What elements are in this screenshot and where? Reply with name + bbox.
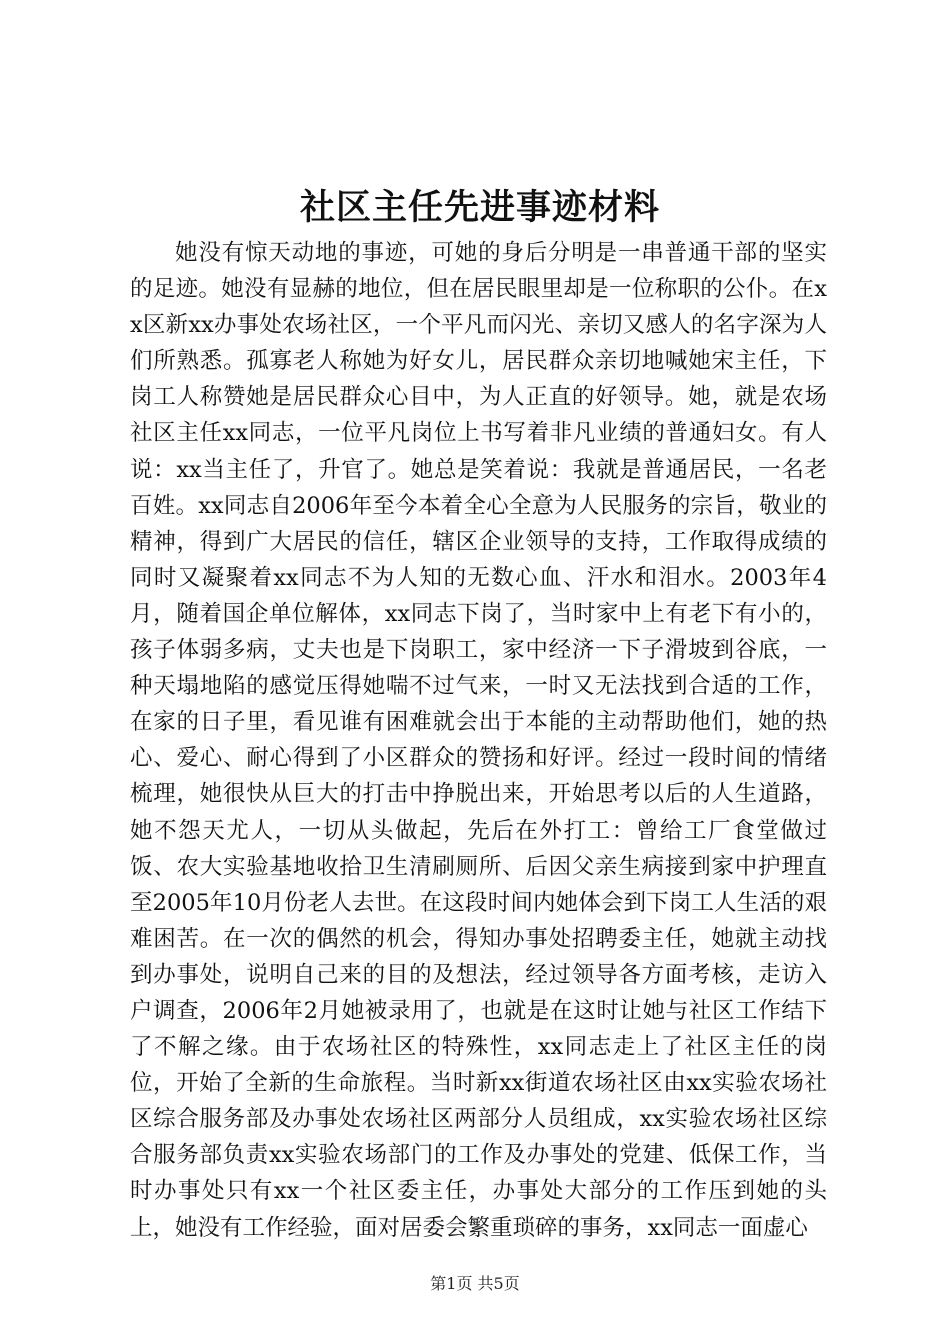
document-title: 社区主任先进事迹材料: [299, 187, 660, 228]
body-paragraph: 她没有惊天动地的事迹，可她的身后分明是一串普通干部的坚实的足迹。她没有显赫的地位，但在居民眼里却是一位称职的公仆。在xx区新xx办事处农场社区，一个平凡而闪光、亲切又感人的名字深为人们所熟悉。孤寡老人称她为好女儿，居民群众亲切地喊她宋主任，下岗工人称赞她是居民群众心目中，为人正直的好领导。她，就是农场社区主任xx同志，一位平凡岗位上书写着非凡业绩的普通妇女。有人说：xx当主任了，升官了。她总是笑着说：我就是普通居民，一名老百姓。xx同志自2006年至今本着全心全意为人民服务的宗旨，敬业的精神，得到广大居民的信任，辖区企业领导的支持，工作取得成绩的同时又凝聚着xx同志不为人知的无数心血、汗水和泪水。2003年4月，随着国企单位解体，xx同志下岗了，当时家中上有老下有小的，孩子体弱多病，丈夫也是下岗职工，家中经济一下子滑坡到谷底，一种天塌地陷的感觉压得她喘不过气来，一时又无法找到合适的工作，在家的日子里，看见谁有困难就会出于本能的主动帮助他们，她的热心、爱心、耐心得到了小区群众的赞扬和好评。经过一段时间的情绪梳理，她很快从巨大的打击中挣脱出来，开始思考以后的人生道路，她不怨天尤人，一切从头做起，先后在外打工：曾给工厂食堂做过饭、农大实验基地收拾卫生清刷厕所、后因父亲生病接到家中护理直至2005年10月份老人去世。在这段时间内她体会到下岗工人生活的艰难困苦。在一次的偶然的机会，得知办事处招聘委主任，她就主动找到办事处，说明自己来的目的及想法，经过领导各方面考核，走访入户调查，2006年2月她被录用了，也就是在这时让她与社区工作结下了不解之缘。由于农场社区的特殊性，xx同志走上了社区主任的岗位，开始了全新的生命旅程。当时新xx街道农场社区由xx实验农场社区综合服务部及办事处农场社区两部分人员组成，xx实验农场社区综合服务部负责xx实验农场部门的工作及办事处的党建、低保工作，当时办事处只有xx一个社区委主任，办事处大部分的工作压到她的头上，她没有工作经验，面对居委会繁重琐碎的事务，xx同志一面虚心: [130, 240, 827, 1241]
page-footer: 第1页 共5页: [430, 1274, 520, 1293]
